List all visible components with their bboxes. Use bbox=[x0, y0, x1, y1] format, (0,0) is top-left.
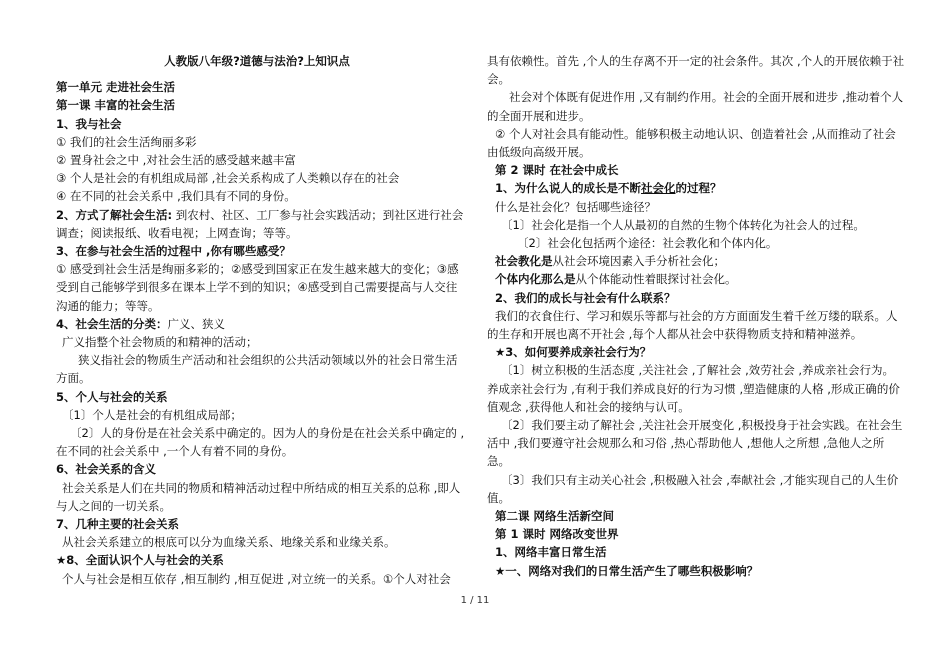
paragraph bbox=[487, 416, 905, 471]
lesson-heading: 第一课 丰富的社会生活 bbox=[56, 98, 176, 113]
list-item: ④ 在不同的社会关系中 ,我们具有不同的身份。 bbox=[56, 189, 296, 204]
paragraph: 从社会关系建立的根底可以分为血缘关系、地缘关系和业缘关系。 bbox=[62, 535, 396, 550]
lesson-heading: 第二课 网络生活新空间 bbox=[495, 509, 615, 524]
heading-text: 的过程？ bbox=[675, 181, 722, 196]
list-item: ① 我们的社会生活绚丽多彩 bbox=[56, 134, 197, 149]
paragraph-text: 〔1〕树立积极的生活态度 ,关注社会 ,了解社会 ,效劳社会 ,养成亲社会行为。养成亲社会行为 ,有利于我们养成良好的行为习惯 ,塑造健康的人格 ,形成正确的价值观念 ,获得他人和社会的接纳与认可。 bbox=[487, 363, 900, 414]
paragraph bbox=[487, 361, 905, 416]
paragraph-text: 狭义指社会的物质生产活动和社会组织的公共活动领域以外的社会日常生活方面。 bbox=[56, 353, 458, 386]
paragraph: 什么是社会化？包括哪些途径？ bbox=[495, 199, 656, 214]
paragraph-text: 广义、狭义 bbox=[167, 316, 226, 331]
paragraph bbox=[487, 471, 905, 507]
lesson-period-heading: 第 2 课时 在社会中成长 bbox=[495, 163, 619, 178]
section-heading: 4、社会生活的分类： bbox=[56, 316, 168, 331]
paragraph bbox=[487, 307, 905, 343]
bold-term: 社会教化是 bbox=[495, 254, 553, 269]
list-item: 〔1〕个人是社会的有机组成局部； bbox=[62, 407, 242, 422]
section-heading: 1、我与社会 bbox=[56, 116, 122, 131]
paragraph: 个人与社会是相互依存 ,相互制约 ,相互促进 ,对立统一的关系。①个人对社会 bbox=[62, 571, 451, 586]
section-heading: 6、社会关系的含义 bbox=[56, 462, 157, 477]
unit-heading: 第一单元 走进社会生活 bbox=[56, 80, 176, 95]
section-heading: 7、几种主要的社会关系 bbox=[56, 517, 180, 532]
list-item: 〔2〕社会化包括两个途径：社会教化和个体内化。 bbox=[517, 236, 778, 251]
paragraph-text: 〔3〕我们只有主动关心社会 ,积极融入社会 ,奉献社会 ,才能实现自己的人生价值。 bbox=[487, 472, 899, 505]
paragraph bbox=[487, 88, 905, 124]
list-item: ② 置身社会之中 ,对社会生活的感受越来越丰富 bbox=[56, 153, 296, 168]
paragraph-text: 从个体能动性着眼探讨社会化。 bbox=[575, 272, 737, 287]
paragraph bbox=[487, 252, 905, 270]
paragraph-text: 〔2〕我们要主动了解社会 ,关注社会开展变化 ,积极投身于社会实践。在社会生活中 ,我们要遵守社会规那么和习俗 ,热心帮助他人 ,想他人之所想 ,急他人之所急。 bbox=[487, 418, 903, 469]
section-heading: ★8、全面认识个人与社会的关系 bbox=[56, 553, 224, 568]
page-number: 1 / 11 bbox=[460, 595, 490, 606]
list-item: ③ 个人是社会的有机组成局部 ,社会关系构成了人类赖以存在的社会 bbox=[56, 171, 400, 186]
underlined-term: 社会化 bbox=[641, 181, 676, 196]
paragraph-text: 社会对个体既有促进作用 ,又有制约作用。社会的全面开展和进步 ,推动着个人的全面开展和进步。 bbox=[487, 90, 904, 123]
paragraph-text: 从社会环境因素入手分析社会化； bbox=[552, 254, 725, 269]
heading-text: 1、为什么说人的成长是不断 bbox=[495, 181, 642, 196]
right-column bbox=[487, 52, 905, 580]
list-item bbox=[48, 424, 466, 460]
section-heading: 2、我们的成长与社会有什么联系？ bbox=[495, 290, 676, 305]
left-column bbox=[48, 52, 466, 588]
paragraph-text: ② 个人对社会具有能动性。能够积极主动地认识、创造着社会 ,从而推动了社会由低级向高级开展。 bbox=[487, 126, 896, 160]
list-item: 〔1〕社会化是指一个人从最初的自然的生物个体转化为社会人的过程。 bbox=[501, 217, 865, 232]
paragraph bbox=[48, 206, 466, 242]
paragraph: 具有依赖性。首先 ,个人的生存离不开一定的社会条件。其次 ,个人的开展依赖于社会。 bbox=[487, 54, 905, 87]
section-heading: 5、个人与社会的关系 bbox=[56, 389, 168, 404]
paragraph-text: 我们的衣食住行、学习和娱乐等都与社会的方方面面发生着千丝万缕的联系。人的生存和开展也离不开社会 ,每个人都从社会中获得物质支持和精神滋养。 bbox=[487, 308, 898, 342]
paragraph-text: 到农村、社区、工厂参与社会实践活动；到社区进行社会调查；阅读报纸、收看电视；上网查询；等等。 bbox=[56, 207, 464, 240]
paragraph bbox=[48, 315, 466, 333]
document-title: 人教版八年级?道德与法治?上知识点 bbox=[164, 54, 350, 68]
section-heading: ★一、网络对我们的日常生活产生了哪些积极影响？ bbox=[495, 563, 759, 578]
paragraph bbox=[48, 351, 466, 387]
paragraph: 广义指整个社会物质的和精神的活动； bbox=[62, 335, 258, 350]
section-heading: 1、网络丰富日常生活 bbox=[495, 545, 607, 560]
section-heading: 3、在参与社会生活的过程中 ,你有哪些感受？ bbox=[56, 244, 291, 259]
section-heading bbox=[487, 179, 905, 197]
paragraph bbox=[487, 125, 905, 161]
paragraph bbox=[487, 270, 905, 288]
section-heading: ★3、如何要养成亲社会行为？ bbox=[495, 345, 652, 360]
paragraph-text: 〔2〕人的身份是在社会关系中确定的。因为人的身份是在社会关系中确定的 ,在不同的社会关系中 ,一个人有着不同的身份。 bbox=[56, 426, 465, 459]
paragraph: ① 感受到社会生活是绚丽多彩的；②感受到国家正在发生越来越大的变化；③感受到自己能够学到很多在课本上学不到的知识；④感受到自己需要提高与人交往沟通的能力；等等。 bbox=[56, 262, 459, 313]
paragraph bbox=[48, 479, 466, 515]
section-heading: 2、方式了解社会生活: bbox=[56, 207, 173, 222]
bold-term: 个体内化那么是 bbox=[495, 272, 576, 287]
paragraph-text: 社会关系是人们在共同的物质和精神活动过程中所结成的相互关系的总称 ,即人与人之间的一切关系。 bbox=[56, 480, 461, 513]
lesson-period-heading: 第 1 课时 网络改变世界 bbox=[495, 527, 619, 542]
